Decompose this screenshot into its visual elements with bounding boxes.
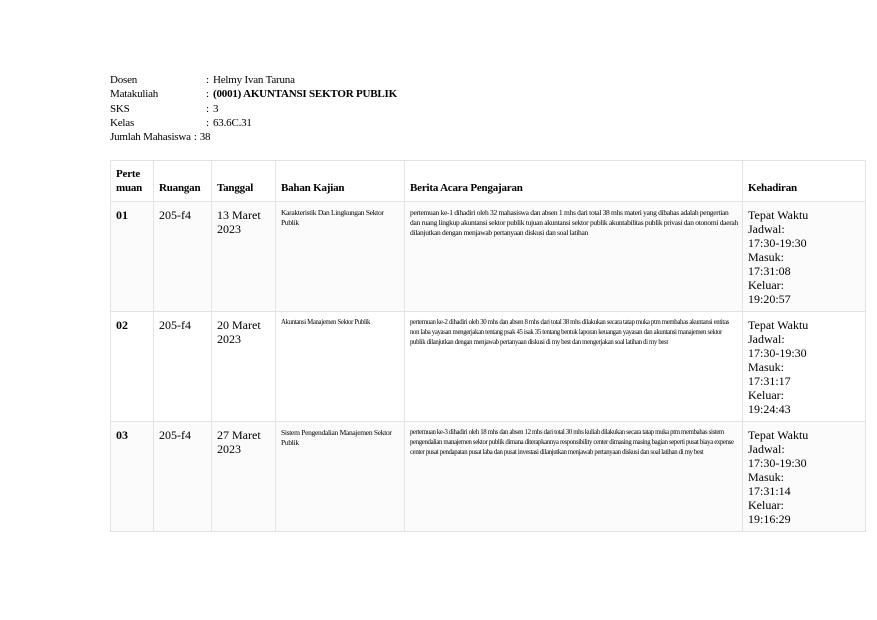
berita-acara-cell: pertemuan ke-1 dihadiri oleh 32 mahasiswa dan absen 1 mhs dari total 38 mhs materi yang dibahas adalah pengertian dan ruang lingkup akuntansi sektor publik tujuan akuntansi sektor publik akuntabilitas publik privasi dan otonomi daerah dilanjutkan dengan menjawab pertanyaan diskusi dan soal latihan (405, 202, 743, 312)
header-berita-acara: Berita Acara Pengajaran (405, 161, 743, 202)
kelas-value: 63.6C.31 (213, 116, 252, 129)
colon: : (206, 88, 209, 101)
tanggal-cell: 20 Maret 2023 (212, 312, 276, 422)
colon: : (193, 131, 197, 144)
ruangan-cell: 205-f4 (154, 202, 212, 312)
jumlah-label: Jumlah Mahasiswa (110, 131, 191, 144)
masuk-label: Masuk: (748, 250, 784, 264)
status-text: Tepat Waktu (748, 208, 809, 222)
table-row (111, 202, 866, 312)
jadwal-label: Jadwal: (748, 332, 785, 346)
info-row-dosen (110, 73, 397, 87)
masuk-value: 17:31:17 (748, 374, 791, 388)
jadwal-value: 17:30-19:30 (748, 236, 807, 250)
status-text: Tepat Waktu (748, 428, 809, 442)
kehadiran-cell (743, 202, 866, 312)
info-row-kelas (110, 116, 397, 130)
bahan-kajian-cell: Sistem Pengendalian Manajemen Sektor Publik (276, 422, 405, 532)
ruangan-cell: 205-f4 (154, 422, 212, 532)
dosen-label: Dosen (110, 74, 138, 86)
keluar-value: 19:16:29 (748, 512, 791, 526)
matakuliah-value: (0001) AKUNTANSI SEKTOR PUBLIK (213, 88, 397, 101)
keluar-label: Keluar: (748, 278, 784, 292)
kehadiran-cell (743, 422, 866, 532)
berita-acara-table (110, 160, 866, 532)
tanggal-cell: 27 Maret 2023 (212, 422, 276, 532)
jadwal-value: 17:30-19:30 (748, 456, 807, 470)
keluar-value: 19:24:43 (748, 402, 791, 416)
sks-label: SKS (110, 102, 130, 115)
jadwal-value: 17:30-19:30 (748, 346, 807, 360)
kelas-label: Kelas (110, 116, 135, 129)
masuk-value: 17:31:14 (748, 484, 791, 498)
table-header-row (111, 161, 866, 202)
pertemuan-cell: 01 (111, 202, 154, 312)
header-pertemuan: Perte muan (111, 161, 154, 202)
header-ruangan: Ruangan (154, 161, 212, 202)
jumlah-value: 38 (199, 131, 211, 144)
berita-acara-cell: pertemuan ke-3 dihadiri oleh 18 mhs dan absen 12 mhs dari total 30 mhs kuliah dilakukan secara tatap muka ptm membahas sistem pengendalian manajemen sektor publik dimana diterapkannya responsibility center dimasing masing bagian seperti pusat biaya expense center pusat pendapatan pusat laba dan pusat investasi dilanjutkan menjawab pertanyaan diskusi dan soal latihan di my best (405, 422, 743, 532)
ruangan-cell: 205-f4 (154, 312, 212, 422)
dosen-value: Helmy Ivan Taruna (213, 74, 295, 86)
sks-value: 3 (213, 102, 219, 115)
keluar-label: Keluar: (748, 388, 784, 402)
info-row-jumlah (110, 130, 397, 144)
status-text: Tepat Waktu (748, 318, 809, 332)
info-row-sks (110, 102, 397, 116)
colon: : (206, 102, 209, 115)
jadwal-label: Jadwal: (748, 222, 785, 236)
info-row-matakuliah (110, 87, 397, 101)
masuk-label: Masuk: (748, 470, 784, 484)
course-info (110, 73, 397, 144)
header-bahan-kajian: Bahan Kajian (276, 161, 405, 202)
colon: : (206, 74, 209, 86)
table-row (111, 422, 866, 532)
masuk-label: Masuk: (748, 360, 784, 374)
table-row (111, 312, 866, 422)
pertemuan-cell: 03 (111, 422, 154, 532)
tanggal-cell: 13 Maret 2023 (212, 202, 276, 312)
bahan-kajian-cell: Karakteristik Dan Lingkungan Sektor Publik (276, 202, 405, 312)
pertemuan-cell: 02 (111, 312, 154, 422)
header-kehadiran: Kehadiran (743, 161, 866, 202)
masuk-value: 17:31:08 (748, 264, 791, 278)
colon: : (206, 116, 209, 129)
berita-acara-cell: pertemuan ke-2 dihadiri oleh 30 mhs dan absen 8 mhs dari total 38 mhs dilakukan secara tatap muka ptm membahas akuntansi entitas non laba yayasan mengerjakan tentang psak 45 isak 35 tentang bentuk laporan keuangan yayasan dan akuntansi manajemen sektor publik dilanjutkan dengan menjawab pertanyaan diskusi di my best dan mengerjakan soal latihan di my best (405, 312, 743, 422)
matakuliah-label: Matakuliah (110, 88, 159, 101)
jadwal-label: Jadwal: (748, 442, 785, 456)
kehadiran-cell (743, 312, 866, 422)
keluar-label: Keluar: (748, 498, 784, 512)
keluar-value: 19:20:57 (748, 292, 791, 306)
header-tanggal: Tanggal (212, 161, 276, 202)
bahan-kajian-cell: Akuntansi Manajemen Sektor Publik (276, 312, 405, 422)
